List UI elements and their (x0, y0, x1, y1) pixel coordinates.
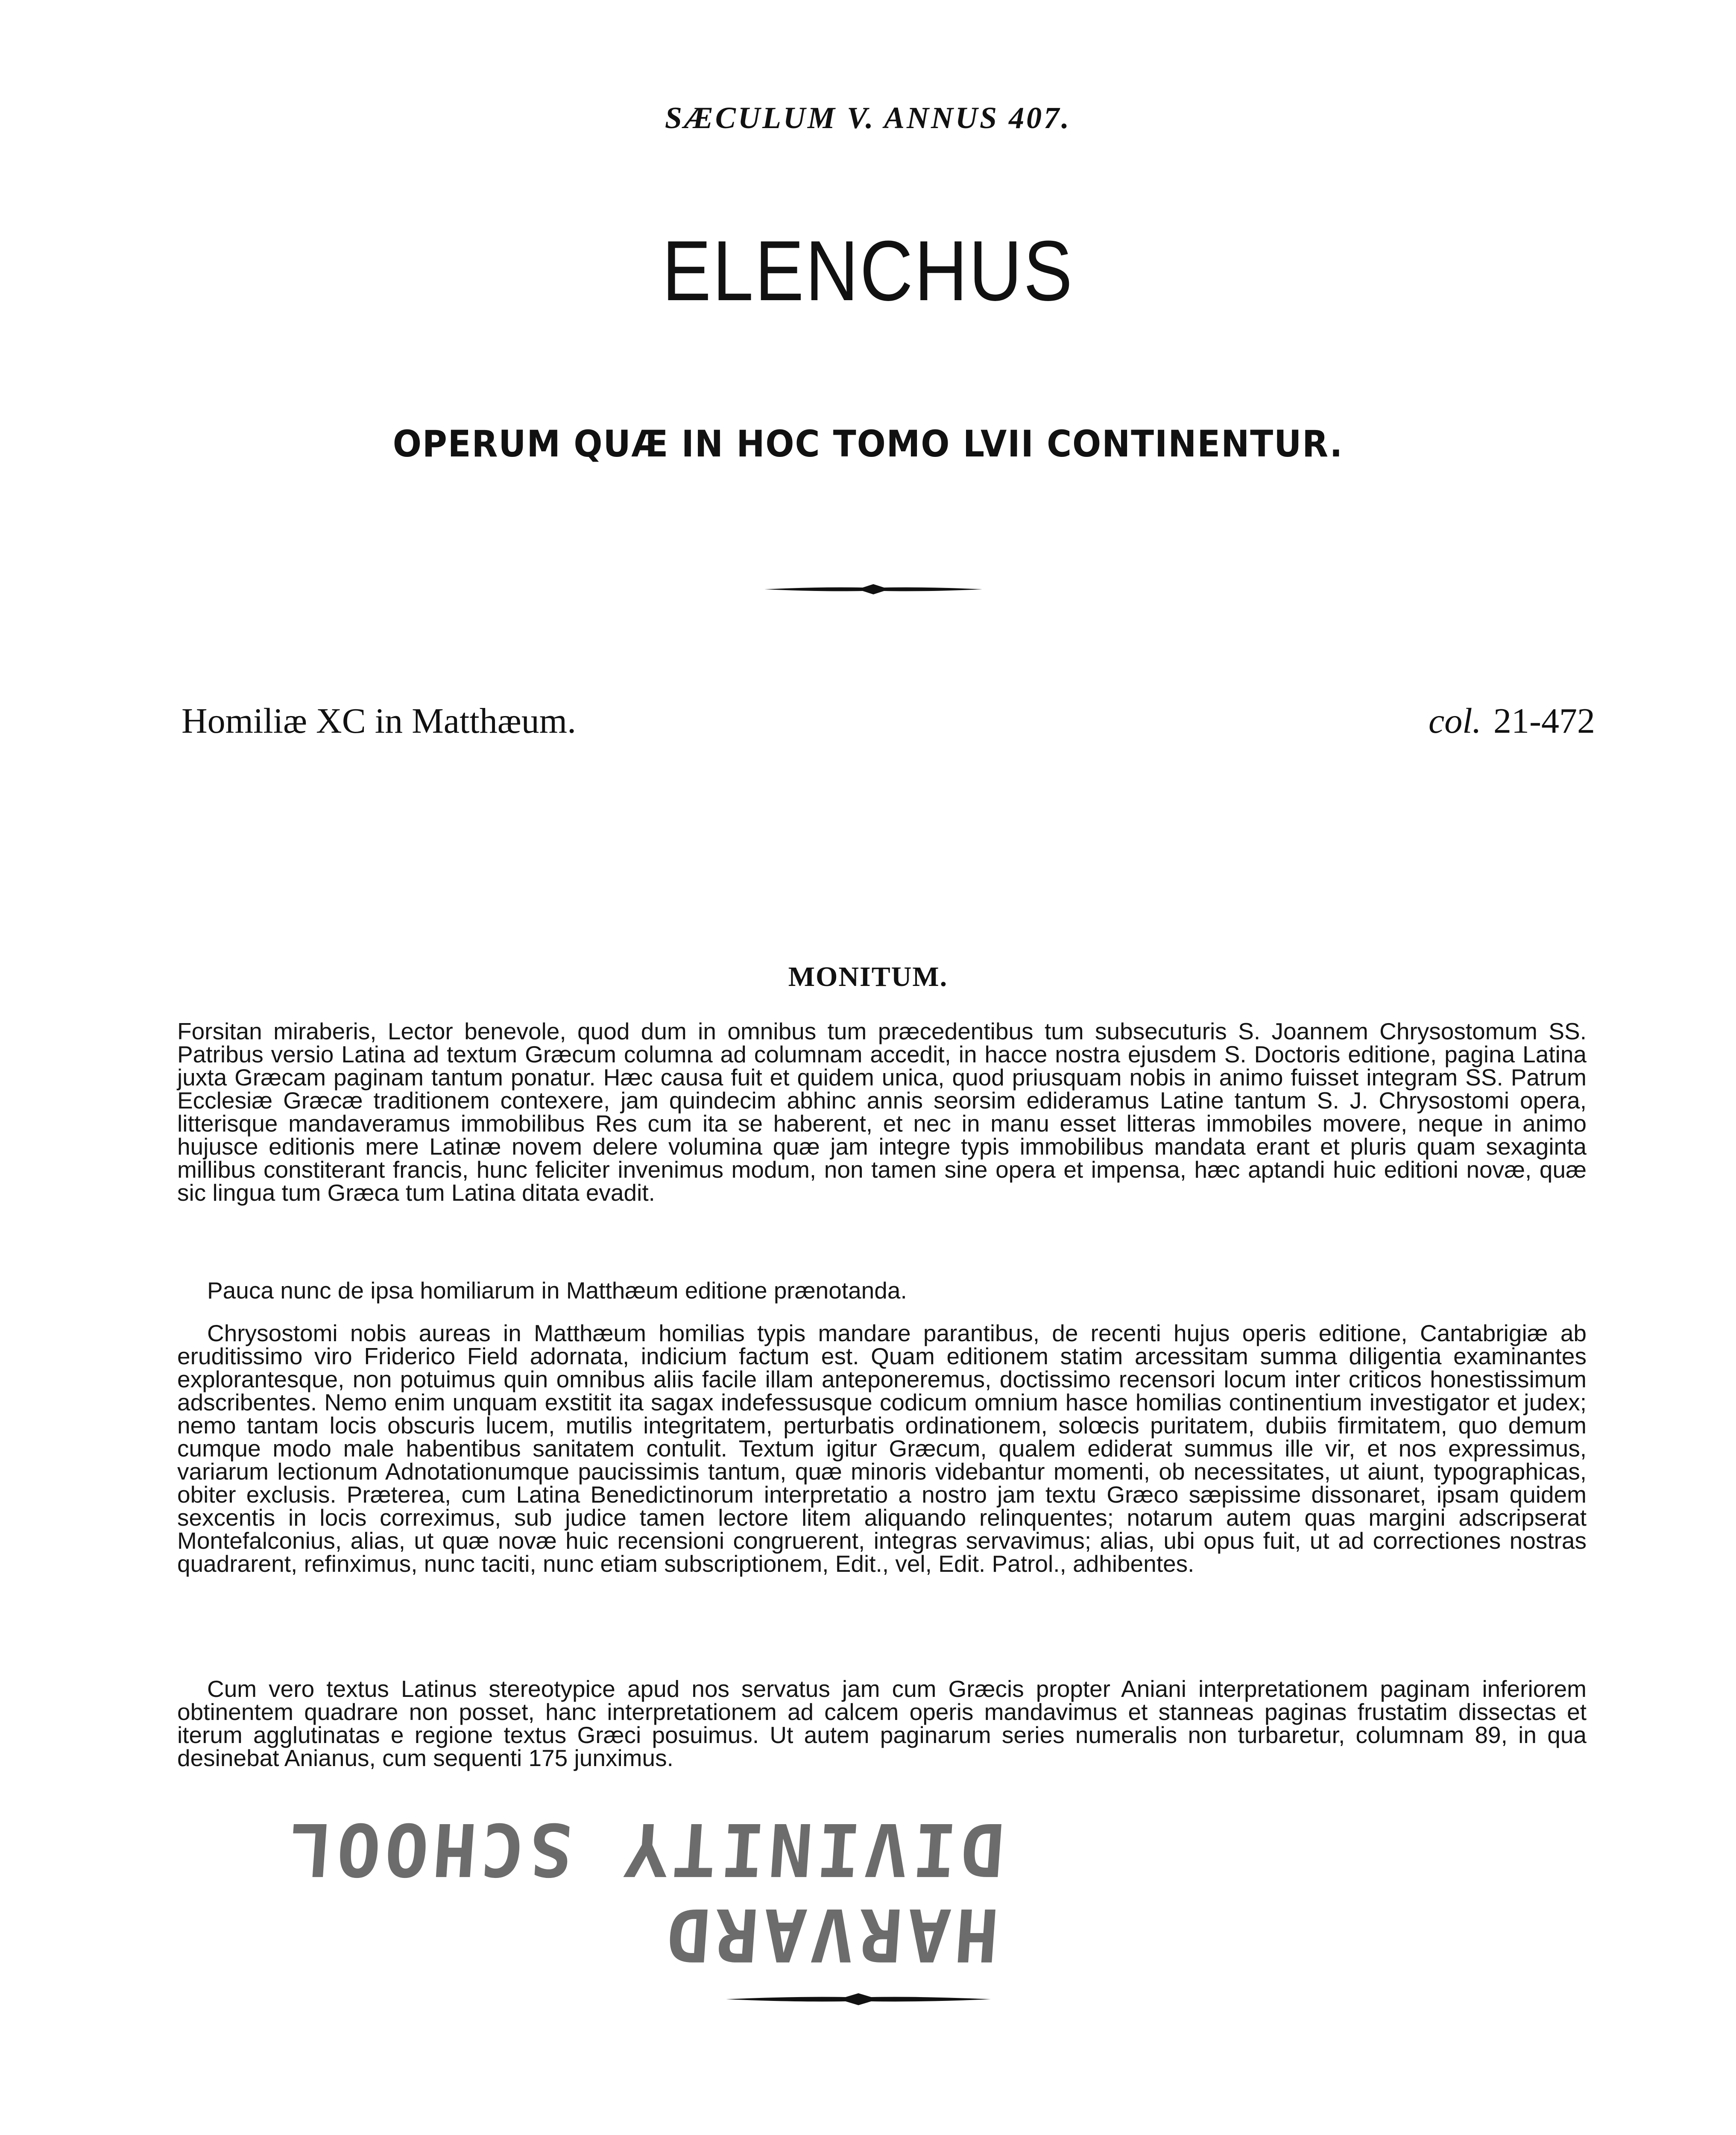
page-title: ELENCHUS (662, 223, 1074, 319)
library-perforation-stamp (276, 1806, 1007, 1977)
page-subtitle: OPERUM QUÆ IN HOC TOMO LVII CONTINENTUR. (392, 423, 1344, 465)
monitum-paragraph: Pauca nunc de ipsa homiliarum in Matthæum editione prænotanda. (207, 1277, 907, 1304)
running-header: SÆCULUM V. ANNUS 407. (665, 101, 1071, 135)
ornament-divider-top (764, 583, 982, 596)
monitum-heading: MONITUM. (788, 961, 948, 992)
toc-entry-range: 21-472 (1493, 701, 1595, 741)
stamp-line: HARVARD (659, 1892, 1002, 1977)
stamp-line: DIVINITY SCHOOL (282, 1807, 1008, 1891)
monitum-paragraph: Chrysostomi nobis aureas in Matthæum homilias typis mandare parantibus, de recenti hujus operis editione, Cantabrigiæ ab eruditissimo viro Friderico Field adornata, indicium factum est. Quam editionem statim arcessitam summa diligentia examinantes explorantesque, non potuimus quin omnibus aliis facile illam anteponeremus, doctissimo recensori locum inter criticos honestissimum adscribentes. Nemo enim unquam exstitit ita sagax indefessusque codicum omnium hasce homilias continentium investigator et judex; nemo tantam locis obscuris lucem, mutilis integritatem, perturbatis ordinationem, solœcis puritatem, dubiis firmitatem, quo demum cumque modo male habentibus sanitatem contulit. Textum igitur Græcum, qualem ediderat summus ille vir, et nos expressimus, variarum lectionum Adnotationumque paucissimis tantum, quæ minoris videbantur momenti, ob necessitates, ut aiunt, typographicas, obiter exclusis. Præterea, cum Latina Benedictinorum interpretatio a nostro jam textu Græco sæpissime dissonaret, ipsam quidem sexcentis in locis correximus, sub judice tamen lectore litem aliquando relinquentes; notarum autem quas margini adscripserat Montefalconius, alias, ut quæ novæ huic recensioni congruerent, integras servavimus; alias, ubi opus fuit, ut ad correctiones nostras quadrarent, refinximus, nunc taciti, nunc etiam subscriptionem, Edit., vel, Edit. Patrol., adhibentes. (177, 1320, 1587, 1577)
monitum-paragraph: Cum vero textus Latinus stereotypice apud nos servatus jam cum Græcis propter Aniani interpretationem paginam inferiorem obtinentem quadrare non posset, hanc interpretationem ad calcem operis mandavimus et stanneas paginas frustatim dissectas et iterum agglutinatas e regione textus Græci posuimus. Ut autem paginarum series numeralis non turbaretur, columnam 89, in qua desinebat Anianus, cum sequenti 175 junximus. (177, 1676, 1587, 1771)
toc-entry-col-label: col. (1429, 701, 1481, 741)
ornament-divider-bottom (726, 1992, 991, 2006)
toc-entry (182, 700, 1595, 752)
monitum-paragraph: Forsitan miraberis, Lector benevole, quod dum in omnibus tum præcedentibus tum subsecuturis S. Joannem Chrysostomum SS. Patribus versio Latina ad textum Græcum columna ad columnam accedit, in hacce nostra ejusdem S. Doctoris editione, pagina Latina juxta Græcam paginam tantum ponatur. Hæc causa fuit et quidem unica, quod priusquam nobis in animo fuisset integram SS. Patrum Ecclesiæ Græcæ traditionem contexere, jam quindecim abhinc annis seorsim edideramus Latine tantum S. J. Chrysostomi opera, litterisque mandaveramus immobilibus Res cum ita se haberent, et nec in manu esset litteras immobiles movere, neque in animo hujusce editionis mere Latinæ novem delere volumina quæ jam integre typis immobilibus mandata erant et pluris quam sexaginta millibus constiterant francis, hunc feliciter invenimus modum, non tamen sine opera et impensa, hæc aptandi huic editioni novæ, quæ sic lingua tum Græca tum Latina ditata evadit. (177, 1018, 1587, 1206)
toc-entry-title: Homiliæ XC in Matthæum. (182, 701, 577, 741)
